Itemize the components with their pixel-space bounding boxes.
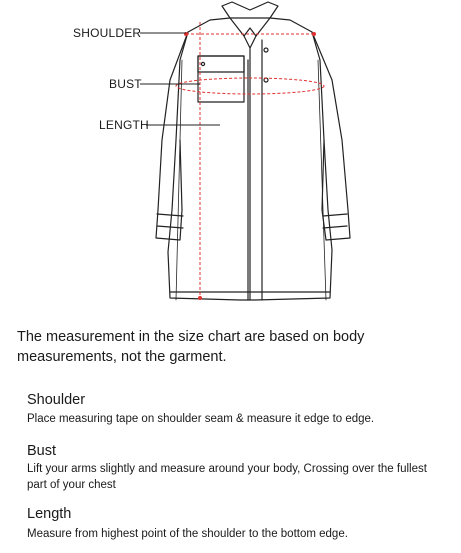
shoulder-heading: Shoulder — [27, 392, 86, 408]
length-heading: Length — [27, 506, 72, 522]
placket — [248, 40, 262, 300]
shoulder-text: Place measuring tape on shoulder seam & measure it edge to edge. — [27, 413, 375, 425]
shoulder-label: SHOULDER — [73, 26, 142, 40]
intro-text: The measurement in the size chart are based on body measurements, not the garment. — [17, 329, 365, 365]
bust-text: Lift your arms slightly and measure around your body, Crossing over the fullest part of your chest — [27, 463, 427, 491]
bust-label: BUST — [109, 77, 142, 91]
right-sleeve — [312, 32, 350, 240]
collar — [222, 2, 278, 36]
length-text: Measure from highest point of the shoulder to the bottom edge. — [27, 528, 348, 540]
bust-heading: Bust — [27, 443, 57, 459]
length-label: LENGTH — [99, 118, 149, 132]
